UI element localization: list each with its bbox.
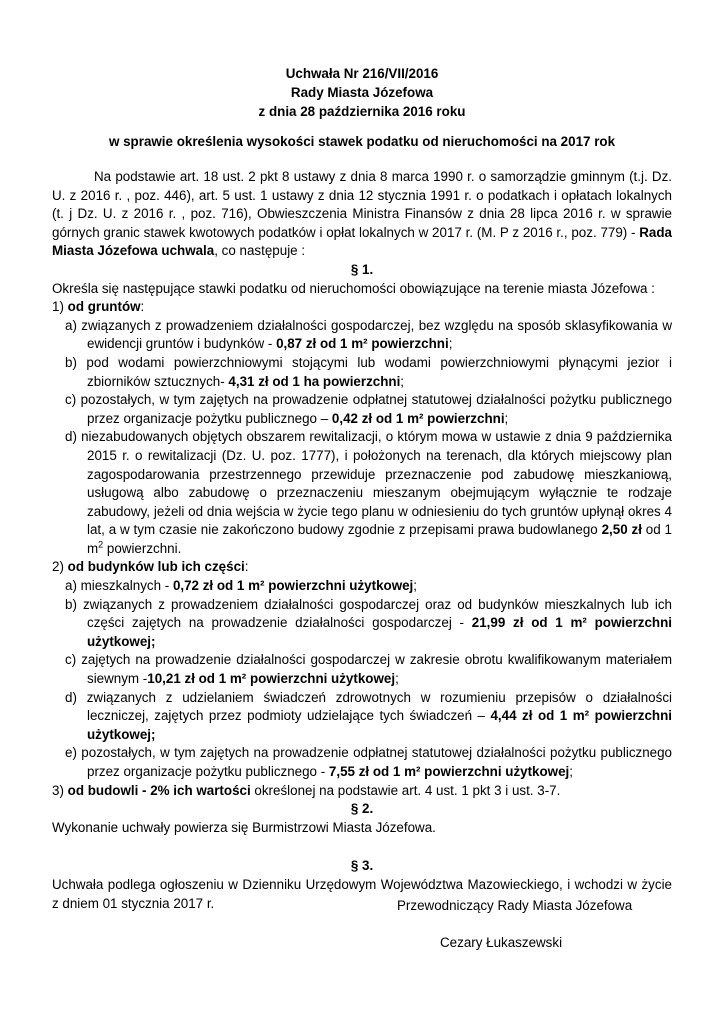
list-item-buildings-a: a) mieszkalnych - 0,72 zł od 1 m² powierzchni użytkowej; [65, 578, 418, 594]
section-1-heading: § 1. [350, 261, 374, 277]
resolution-title: Uchwała Nr 216/VII/2016 [285, 66, 439, 81]
section-2-text: Wykonanie uchwały powierza się Burmistrzowi Miasta Józefowa. [52, 819, 436, 835]
list-item-buildings: 2) od budynków lub ich części: [52, 559, 249, 575]
preamble: Na podstawie art. 18 ust. 2 pkt 8 ustawy z dnia 8 marca 1990 r. o samorządzie gminnym (t.j. Dz. U. z 2016 r. , poz. 446), art. 5 ust. 1 ustawy z dnia 12 stycznia 1991 r. o podatkach i opłatach lokalnych (t. j Dz. U. z 2016 r. , poz. 716), Obwieszczenia Ministra Finansów z dnia 28 lipca 2016 r. w sprawie górnych granic stawek kwotowych podatków i opłat lokalnych w 2017 r. (M. P z 2016 r., poz. 779) - Rada Miasta Józefowa uchwala, co następuje : [52, 169, 672, 259]
list-item-buildings-d: d) związanych z udzielaniem świadczeń zdrowotnych w rozumieniu przepisów o działalności leczniczej, zajętych przez podmioty udzielające tych świadczeń – 4,44 zł od 1 m² powierzchni użytkowej; [65, 689, 672, 742]
list-item-structures: 3) od budowli - 2% ich wartości określonej na podstawie art. 4 ust. 1 pkt 3 i ust. 3-7. [52, 782, 561, 798]
list-item-land: 1) od gruntów: [52, 299, 145, 315]
list-item-buildings-b: b) związanych z prowadzeniem działalności gospodarczej oraz od budynków mieszkalnych lub ich części zajętych na prowadzenie działalności gospodarczej - 21,99 zł od 1 m² powierzchni użytkowej; [65, 596, 673, 649]
list-item-land-b: b) pod wodami powierzchniowymi stojącymi lub wodami powierzchniowymi płynącymi jezior i zbiorników sztucznych- 4,31 zł od 1 ha powierzchni; [65, 354, 672, 389]
section-3-text: Uchwała podlega ogłoszeniu w Dzienniku Urzędowym Województwa Mazowieckiego, i wchodzi w życie z dniem 01 stycznia 2017 r. [52, 876, 672, 911]
list-item-land-d: d) niezabudowanych objętych obszarem rewitalizacji, o którym mowa w ustawie z dnia 9 października 2015 r. o rewitalizacji (Dz. U. poz. 1777), i położonych na terenach, dla których miejscowy plan zagospodarowania przestrzennego przewiduje przeznaczenie pod zabudowę mieszkaniową, usługową albo zabudowę o przeznaczeniu mieszanym obejmującym wyłącznie te rodzaje zabudowy, jeżeli od dnia wejścia w życie tego planu w odniesieniu do tych gruntów upłynął okres 4 lat, a w tym czasie nie zakończono budowy zgodnie z przepisami prawa budowlanego 2,50 zł od 1 $m^2$ powierzchni. [65, 429, 672, 556]
resolution-subject: w sprawie określenia wysokości stawek podatku od nieruchomości na 2017 rok [108, 134, 616, 149]
section-1-intro: Określa się następujące stawki podatku od nieruchomości obowiązujące na terenie miasta Józefowa : [52, 280, 655, 296]
document-header [0, 64, 724, 121]
list-item-buildings-c: c) zajętych na prowadzenie działalności gospodarczej w zakresie obrotu kwalifikowanym materiałem siewnym -10,21 zł od 1 m² powierzchni użytkowej; [65, 652, 672, 687]
resolution-date: z dnia 28 października 2016 roku [258, 104, 466, 119]
list-item-buildings-e: e) pozostałych, w tym zajętych na prowadzenie odpłatnej statutowej działalności pożytku publicznego przez organizacje pożytku publicznego - 7,55 zł od 1 m² powierzchni użytkowej; [65, 745, 672, 779]
document-body [52, 168, 672, 913]
council-name: Rady Miasta Józefowa [290, 85, 434, 100]
list-item-land-c: c) pozostałych, w tym zajętych na prowadzenie odpłatnej statutowej działalności pożytku publicznego przez organizacje pożytku publicznego – 0,42 zł od 1 m² powierzchni; [65, 392, 672, 426]
section-2-heading: § 2. [350, 801, 374, 817]
list-item-land-a: a) związanych z prowadzeniem działalności gospodarczej, bez względu na sposób sklasyfikowania w ewidencji gruntów i budynków - 0,87 zł od 1 m² powierzchni; [65, 317, 672, 352]
signature-name: Cezary Łukaszewski [440, 935, 563, 950]
section-3-heading: § 3. [350, 858, 374, 874]
signature-role: Przewodniczący Rady Miasta Józefowa [397, 898, 633, 913]
